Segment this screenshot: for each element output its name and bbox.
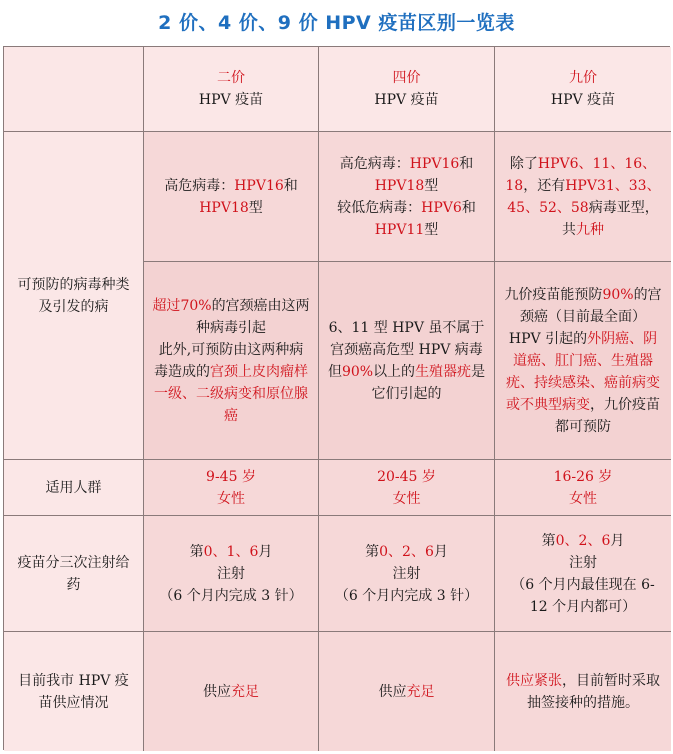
header-bivalent-name: 二价 <box>216 70 245 86</box>
header-corner-cell <box>4 47 144 132</box>
viruses-nona-b: HPV6、11、16、18 <box>505 155 657 194</box>
dosing-nona-e: （6 个月内最佳现在 6-12 个月内都可） <box>511 576 655 615</box>
population-biv-sex: 女性 <box>217 490 245 507</box>
viruses-nona-e: 病毒亚型，共 <box>562 199 659 238</box>
dosing-quad-c: 月 <box>433 543 448 560</box>
supply-biv-a: 供应 <box>203 683 231 700</box>
diseases-nona-b: 90% <box>602 286 634 303</box>
supply-quad-b: 充足 <box>406 683 435 700</box>
viruses-bivalent-d: HPV18 <box>199 199 249 216</box>
row-label-population <box>4 460 144 516</box>
supply-nonavalent <box>495 632 671 751</box>
viruses-quad-g: HPV6 <box>421 199 462 216</box>
viruses-quad-e: 型 <box>424 177 439 194</box>
diseases-nona-a: 九价疫苗能预防 <box>504 286 603 303</box>
viruses-quad-a: 高危病毒： <box>339 155 410 172</box>
dosing-biv-e: （6 个月内完成 3 针） <box>159 587 303 604</box>
diseases-biv-a: 超过 <box>152 297 181 314</box>
diseases-nona-e: 外阴癌、阴道癌、肛门癌、生殖器疣、持续感染、癌前病变或不典型病变 <box>506 330 660 413</box>
row-label-supply-text: 目前我市 HPV 疫苗供应情况 <box>18 672 129 711</box>
viruses-bivalent-a: 高危病毒： <box>164 177 235 194</box>
dosing-biv-d: 注射 <box>216 565 245 582</box>
diseases-biv-c: 的宫颈癌由这两种病毒引起 <box>196 297 310 336</box>
population-biv-age: 9-45 岁 <box>206 468 256 485</box>
supply-quadrivalent <box>319 632 495 751</box>
header-bivalent-sub: HPV 疫苗 <box>198 92 264 108</box>
dosing-bivalent <box>144 516 319 632</box>
supply-bivalent <box>144 632 319 751</box>
viruses-nonavalent <box>495 132 671 262</box>
viruses-quad-f: 较低危病毒： <box>337 199 422 216</box>
viruses-quadrivalent <box>319 132 495 262</box>
diseases-biv-b: 70% <box>180 297 212 314</box>
diseases-quad-d: 生殖器疣 <box>415 363 472 380</box>
viruses-quad-j: 型 <box>424 221 439 238</box>
dosing-biv-b: 0、1、6 <box>203 543 259 560</box>
viruses-quad-i: HPV11 <box>374 221 425 238</box>
population-bivalent <box>144 460 319 516</box>
dosing-quad-e: （6 个月内完成 3 针） <box>334 587 479 604</box>
page-title: 2 价、4 价、9 价 HPV 疫苗区别一览表 <box>158 12 515 34</box>
viruses-nona-f: 九种 <box>576 221 604 238</box>
dosing-nona-b: 0、2、6 <box>555 532 611 549</box>
row-label-prevent <box>4 132 144 460</box>
diseases-nona-c: 的宫颈癌（目前最全面） <box>520 286 662 325</box>
row-label-dosing-text: 疫苗分三次注射给药 <box>17 554 130 593</box>
header-nonavalent <box>495 47 671 132</box>
dosing-nona-a: 第 <box>541 532 556 549</box>
diseases-quadrivalent <box>319 262 495 460</box>
dosing-quadrivalent <box>319 516 495 632</box>
diseases-quad-b: 90% <box>341 363 374 380</box>
diseases-quad-a: 6、11 型 HPV 虽不属于宫颈癌高危型 HPV 病毒但 <box>327 319 485 380</box>
viruses-bivalent-b: HPV16 <box>234 177 284 194</box>
diseases-biv-e: 宫颈上皮肉瘤样一级、二级病变和原位腺癌 <box>154 363 308 424</box>
population-nona-age: 16-26 岁 <box>553 468 613 485</box>
diseases-bivalent <box>144 262 319 460</box>
dosing-quad-b: 0、2、6 <box>379 543 434 560</box>
diseases-nonavalent <box>495 262 671 460</box>
header-quadrivalent <box>319 47 495 132</box>
supply-biv-b: 充足 <box>231 683 259 700</box>
diseases-nona-f: ，九价疫苗都可预防 <box>555 396 660 435</box>
population-nonavalent <box>495 460 671 516</box>
dosing-quad-a: 第 <box>365 543 380 560</box>
row-label-prevent-text: 可预防的病毒种类及引发的病 <box>17 276 130 315</box>
header-quadrivalent-sub: HPV 疫苗 <box>374 92 439 108</box>
supply-quad-a: 供应 <box>378 683 407 700</box>
dosing-biv-c: 月 <box>258 543 273 560</box>
viruses-bivalent-c: 和 <box>283 177 298 194</box>
population-quadrivalent <box>319 460 495 516</box>
diseases-quad-e: 是它们引起的 <box>371 363 486 402</box>
population-nona-sex: 女性 <box>569 490 597 507</box>
viruses-quad-d: HPV18 <box>374 177 425 194</box>
viruses-nona-c: ，还有 <box>523 177 566 194</box>
diseases-quad-c: 以上的 <box>373 363 416 380</box>
viruses-bivalent-e: 型 <box>248 199 263 216</box>
supply-nona-a: 供应紧张 <box>506 672 562 689</box>
comparison-table <box>3 46 670 750</box>
viruses-quad-b: HPV16 <box>409 155 460 172</box>
dosing-nona-c: 月 <box>610 532 625 549</box>
viruses-bivalent <box>144 132 319 262</box>
dosing-biv-a: 第 <box>189 543 204 560</box>
diseases-biv-d: 此外,可预防由这两种病毒造成的 <box>154 341 304 380</box>
population-quad-age: 20-45 岁 <box>377 468 436 485</box>
population-quad-sex: 女性 <box>392 490 421 507</box>
row-label-population-text: 适用人群 <box>45 479 102 496</box>
dosing-quad-d: 注射 <box>392 565 421 582</box>
dosing-nonavalent <box>495 516 671 632</box>
header-bivalent <box>144 47 319 132</box>
header-nonavalent-sub: HPV 疫苗 <box>550 92 616 108</box>
header-quadrivalent-name: 四价 <box>392 70 421 86</box>
row-label-supply <box>4 632 144 751</box>
viruses-nona-d: HPV31、33、45、52、58 <box>507 177 661 216</box>
viruses-quad-h: 和 <box>461 199 476 216</box>
row-label-dosing <box>4 516 144 632</box>
dosing-nona-d: 注射 <box>569 554 597 571</box>
viruses-quad-c: 和 <box>459 155 474 172</box>
supply-nona-b: ，目前暂时采取抽签接种的措施。 <box>527 672 660 711</box>
header-nonavalent-name: 九价 <box>568 70 597 86</box>
viruses-nona-a: 除了 <box>509 155 538 172</box>
diseases-nona-d: HPV 引起的 <box>508 330 588 347</box>
